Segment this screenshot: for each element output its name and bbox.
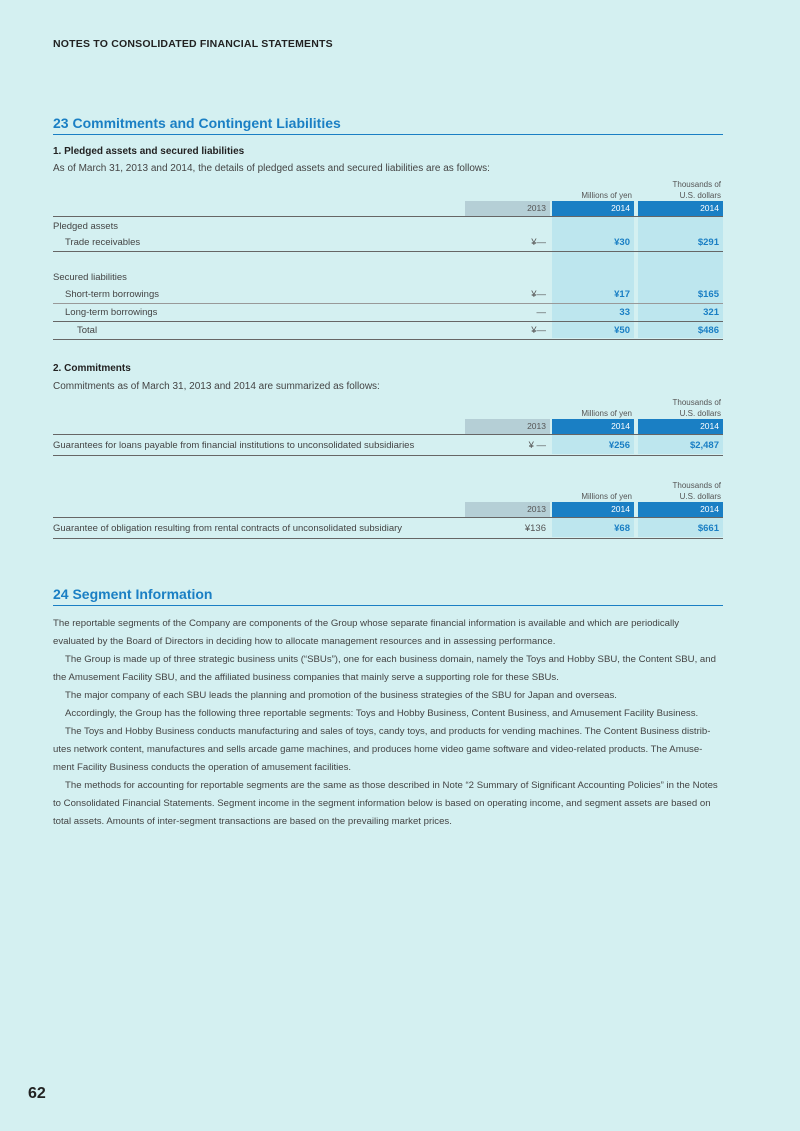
year-2014-yen: 2014 (552, 201, 634, 216)
unit-thousands-usd (638, 480, 721, 502)
running-header: NOTES TO CONSOLIDATED FINANCIAL STATEMENTS (53, 38, 333, 50)
unit-millions-yen: Millions of yen (581, 191, 632, 200)
page-number: 62 (28, 1085, 46, 1102)
table-row (53, 304, 723, 321)
value-2013: ¥136 (524, 523, 546, 534)
paragraph: The major company of each SBU leads the planning and promotion of the business strategies of the SBU for Japan and overseas. (65, 690, 617, 701)
table-rule (53, 216, 723, 217)
row-label: Long-term borrowings (65, 307, 158, 318)
value-2014-yen: ¥68 (614, 523, 630, 534)
value-2014-yen: ¥256 (608, 440, 630, 451)
year-2014-usd: 2014 (638, 502, 723, 517)
unit-usd-line-1: Thousands of (672, 398, 721, 407)
table-rule (53, 434, 723, 435)
pledged-assets-table (53, 178, 723, 340)
unit-millions-yen: Millions of yen (581, 492, 632, 501)
paragraph: The methods for accounting for reportable segments are the same as those described in Note “2 Summary of Significant Accounting Policies” in the Notes to Consolidated Financial Statements. Segment income in the segment information below is based on operating income, and segment assets are based on total assets. Amounts of inter-segment transactions are based on the prevailing market prices. (53, 780, 718, 827)
section-23-title: 23 Commitments and Contingent Liabilities (53, 115, 723, 135)
table-rule (53, 538, 723, 539)
row-label: Pledged assets (53, 221, 118, 232)
table-row (53, 218, 723, 235)
value-2013: — (536, 307, 546, 318)
subsection-commitments-title: 2. Commitments (53, 363, 131, 374)
rental-guarantee-table (53, 479, 723, 539)
table-row-total (53, 322, 723, 339)
unit-usd-line-1: Thousands of (672, 481, 721, 490)
value-2013: ¥ — (528, 440, 546, 451)
value-2014-usd: 321 (703, 307, 719, 318)
table-row (53, 520, 723, 537)
paragraph: The Toys and Hobby Business conducts manufacturing and sales of toys, candy toys, and products for vending machines. The Content Business distrib-utes network content, manufactures and sells arcade game machines, and produces home video game software and video-related products. The Amuse-ment Facility Business conducts the operation of amusement facilities. (53, 726, 711, 773)
unit-usd-line-2: U.S. dollars (679, 409, 721, 418)
row-label: Short-term borrowings (65, 289, 159, 300)
value-2014-yen: 33 (619, 307, 630, 318)
year-2014-usd: 2014 (638, 419, 723, 434)
unit-usd-line-2: U.S. dollars (679, 191, 721, 200)
row-label: Trade receivables (65, 237, 141, 248)
subsection-pledged-title: 1. Pledged assets and secured liabilities (53, 146, 245, 157)
row-label: Guarantees for loans payable from financial institutions to unconsolidated subsidiaries (53, 440, 415, 451)
section-24-title: 24 Segment Information (53, 586, 723, 606)
value-2014-yen: ¥30 (614, 237, 630, 248)
commitments-intro: Commitments as of March 31, 2013 and 2014 are summarized as follows: (53, 381, 380, 392)
table-rule (53, 339, 723, 340)
table-rule (53, 517, 723, 518)
table-row (53, 437, 723, 454)
year-2013: 2013 (465, 502, 550, 517)
value-2014-usd: $291 (697, 237, 719, 248)
value-2014-yen: ¥17 (614, 289, 630, 300)
paragraph: The Group is made up of three strategic business units (“SBUs”), one for each business domain, namely the Toys and Hobby SBU, the Content SBU, and the Amusement Facility SBU, and the affiliated business companies that mainly serve a supporting role for these SBUs. (53, 654, 716, 683)
paragraph: The reportable segments of the Company are components of the Group whose separate financial information is available and which are periodically evaluated by the Board of Directors in deciding how to allocate management resources and in assessing performance. (53, 618, 680, 647)
value-2014-yen: ¥50 (614, 325, 630, 336)
value-2013: ¥— (531, 289, 546, 300)
row-label: Total (77, 325, 98, 336)
row-label: Secured liabilities (53, 272, 127, 283)
pledged-intro: As of March 31, 2013 and 2014, the details of pledged assets and secured liabilities are as follows: (53, 163, 490, 174)
value-2013: ¥— (531, 237, 546, 248)
value-2014-usd: $661 (697, 523, 719, 534)
unit-thousands-usd (638, 179, 721, 201)
year-2013: 2013 (465, 419, 550, 434)
value-2014-usd: $486 (697, 325, 719, 336)
unit-usd-line-1: Thousands of (672, 180, 721, 189)
value-2014-usd: $2,487 (689, 440, 719, 451)
paragraph: Accordingly, the Group has the following three reportable segments: Toys and Hobby Business, Content Business, and Amusement Facility Business. (65, 708, 699, 719)
table-rule (53, 251, 723, 252)
value-2014-usd: $165 (697, 289, 719, 300)
table-row (53, 269, 723, 286)
row-label: Guarantee of obligation resulting from rental contracts of unconsolidated subsidiary (53, 523, 403, 534)
year-2014-yen: 2014 (552, 502, 634, 517)
year-2013: 2013 (465, 201, 550, 216)
unit-thousands-usd (638, 397, 721, 419)
table-row (53, 286, 723, 303)
table-rule (53, 455, 723, 456)
segment-info-body (53, 615, 723, 831)
value-2013: ¥— (531, 325, 546, 336)
year-2014-usd: 2014 (638, 201, 723, 216)
table-row (53, 234, 723, 251)
unit-usd-line-2: U.S. dollars (679, 492, 721, 501)
guarantees-table (53, 396, 723, 456)
year-2014-yen: 2014 (552, 419, 634, 434)
unit-millions-yen: Millions of yen (581, 409, 632, 418)
